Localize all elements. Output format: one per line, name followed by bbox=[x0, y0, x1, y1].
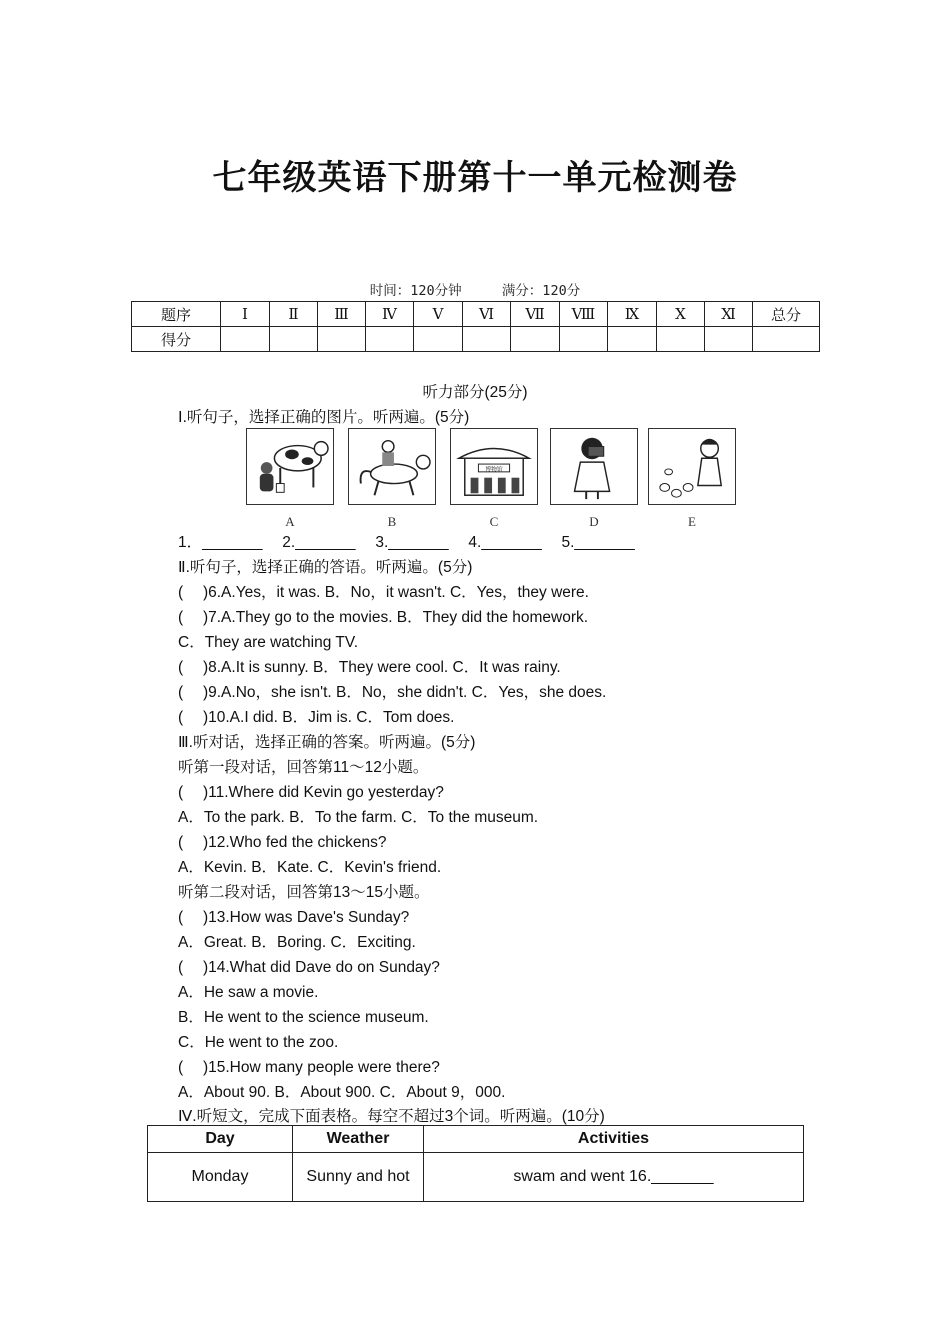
part2-instruction: Ⅱ.听句子，选择正确的答语。听两遍。(5分) bbox=[178, 559, 473, 576]
score-cell[interactable] bbox=[221, 327, 270, 352]
exam-time: 时间：120分钟 bbox=[369, 283, 462, 299]
exam-full-score: 满分：120分 bbox=[501, 283, 581, 299]
header-day: Day bbox=[148, 1126, 293, 1153]
question-14-option-c: C．He went to the zoo. bbox=[178, 1034, 339, 1051]
picture-label: B bbox=[387, 514, 397, 529]
part4-instruction: Ⅳ.听短文，完成下面表格。每空不超过3个词。听两遍。(10分) bbox=[178, 1108, 605, 1125]
picture-label: C bbox=[489, 514, 499, 529]
girl-feeding-chickens-picture bbox=[648, 428, 736, 505]
listening-section-title: 听力部分(25分) bbox=[422, 384, 528, 401]
activity-table bbox=[147, 1125, 804, 1202]
question-7: ( )7.A.They go to the movies. B．They did the homework. bbox=[178, 609, 589, 626]
dialogue-2-note: 听第二段对话，回答第13～15小题。 bbox=[178, 884, 430, 901]
cell-weather: Sunny and hot bbox=[293, 1153, 424, 1202]
table-row bbox=[148, 1153, 804, 1202]
header-activities: Activities bbox=[424, 1126, 804, 1153]
score-cell[interactable] bbox=[608, 327, 657, 352]
picture-label: E bbox=[688, 514, 696, 529]
exam-meta bbox=[0, 279, 950, 299]
score-header-cell: Ⅲ bbox=[318, 302, 366, 327]
question-8: ( )8.A.It is sunny. B．They were cool. C．It was rainy. bbox=[178, 659, 561, 676]
score-header-cell: Ⅰ bbox=[221, 302, 270, 327]
score-header-cell: Ⅴ bbox=[414, 302, 463, 327]
question-12: ( )12.Who fed the chickens? bbox=[178, 834, 387, 851]
question-13: ( )13.How was Dave's Sunday? bbox=[178, 909, 410, 926]
museum-building-picture bbox=[450, 428, 538, 505]
score-cell[interactable] bbox=[414, 327, 463, 352]
question-15: ( )15.How many people were there? bbox=[178, 1059, 440, 1076]
question-9: ( )9.A.No，she isn't. B．No，she didn't. C．Yes，she does. bbox=[178, 684, 607, 701]
question-14-option-b: B．He went to the science museum. bbox=[178, 1009, 429, 1026]
score-header-cell: Ⅵ bbox=[463, 302, 511, 327]
picture-label: A bbox=[285, 514, 295, 529]
score-header-cell: Ⅹ bbox=[657, 302, 705, 327]
score-cell[interactable] bbox=[270, 327, 318, 352]
question-6: ( )6.A.Yes，it was. B．No，it wasn't. C．Yes，they were. bbox=[178, 584, 589, 601]
score-header-cell: Ⅺ bbox=[705, 302, 753, 327]
score-cell[interactable] bbox=[463, 327, 511, 352]
picture-options bbox=[246, 428, 746, 533]
cell-day: Monday bbox=[148, 1153, 293, 1202]
score-header-cell: 总分 bbox=[753, 302, 820, 327]
cow-milking-picture bbox=[246, 428, 334, 505]
question-13-options: A．Great. B．Boring. C．Exciting. bbox=[178, 934, 416, 951]
question-14: ( )14.What did Dave do on Sunday? bbox=[178, 959, 440, 976]
page-title: 七年级英语下册第十一单元检测卷 bbox=[212, 158, 738, 198]
girl-taking-photo-picture bbox=[550, 428, 638, 505]
question-7-option-c: C．They are watching TV. bbox=[178, 634, 359, 651]
picture-label: D bbox=[589, 514, 599, 529]
score-header-cell: Ⅶ bbox=[511, 302, 560, 327]
question-12-options: A．Kevin. B．Kate. C．Kevin's friend. bbox=[178, 859, 442, 876]
question-15-options: A．About 90. B．About 900. C．About 9，000. bbox=[178, 1084, 506, 1101]
part1-instruction: Ⅰ.听句子，选择正确的图片。听两遍。(5分) bbox=[178, 409, 470, 426]
score-cell[interactable] bbox=[511, 327, 560, 352]
question-14-option-a: A．He saw a movie. bbox=[178, 984, 319, 1001]
score-table bbox=[131, 301, 820, 352]
boy-riding-horse-picture bbox=[348, 428, 436, 505]
score-header-cell: Ⅷ bbox=[560, 302, 608, 327]
score-cell[interactable] bbox=[366, 327, 414, 352]
score-table-score-row bbox=[132, 327, 820, 352]
dialogue-1-note: 听第一段对话，回答第11～12小题。 bbox=[178, 759, 429, 776]
answer-blanks-1-5[interactable]: 1．_______ 2._______ 3._______ 4._______ 5._______ bbox=[178, 534, 635, 551]
score-cell[interactable] bbox=[753, 327, 820, 352]
question-10: ( )10.A.I did. B．Jim is. C．Tom does. bbox=[178, 709, 455, 726]
question-11: ( )11.Where did Kevin go yesterday? bbox=[178, 784, 444, 801]
question-11-options: A．To the park. B．To the farm. C．To the museum. bbox=[178, 809, 539, 826]
score-header-cell: 题序 bbox=[132, 302, 221, 327]
cell-activities[interactable]: swam and went 16._______ bbox=[424, 1153, 804, 1202]
score-header-cell: Ⅱ bbox=[270, 302, 318, 327]
part3-instruction: Ⅲ.听对话，选择正确的答案。听两遍。(5分) bbox=[178, 734, 476, 751]
score-cell[interactable] bbox=[657, 327, 705, 352]
activity-table-header bbox=[148, 1126, 804, 1153]
svg-text:博物馆: 博物馆 bbox=[485, 466, 503, 473]
score-cell[interactable] bbox=[705, 327, 753, 352]
score-table-header-row bbox=[132, 302, 820, 327]
score-cell[interactable] bbox=[560, 327, 608, 352]
score-header-cell: Ⅸ bbox=[608, 302, 657, 327]
score-row-label: 得分 bbox=[132, 327, 221, 352]
score-cell[interactable] bbox=[318, 327, 366, 352]
score-header-cell: Ⅳ bbox=[366, 302, 414, 327]
header-weather: Weather bbox=[293, 1126, 424, 1153]
